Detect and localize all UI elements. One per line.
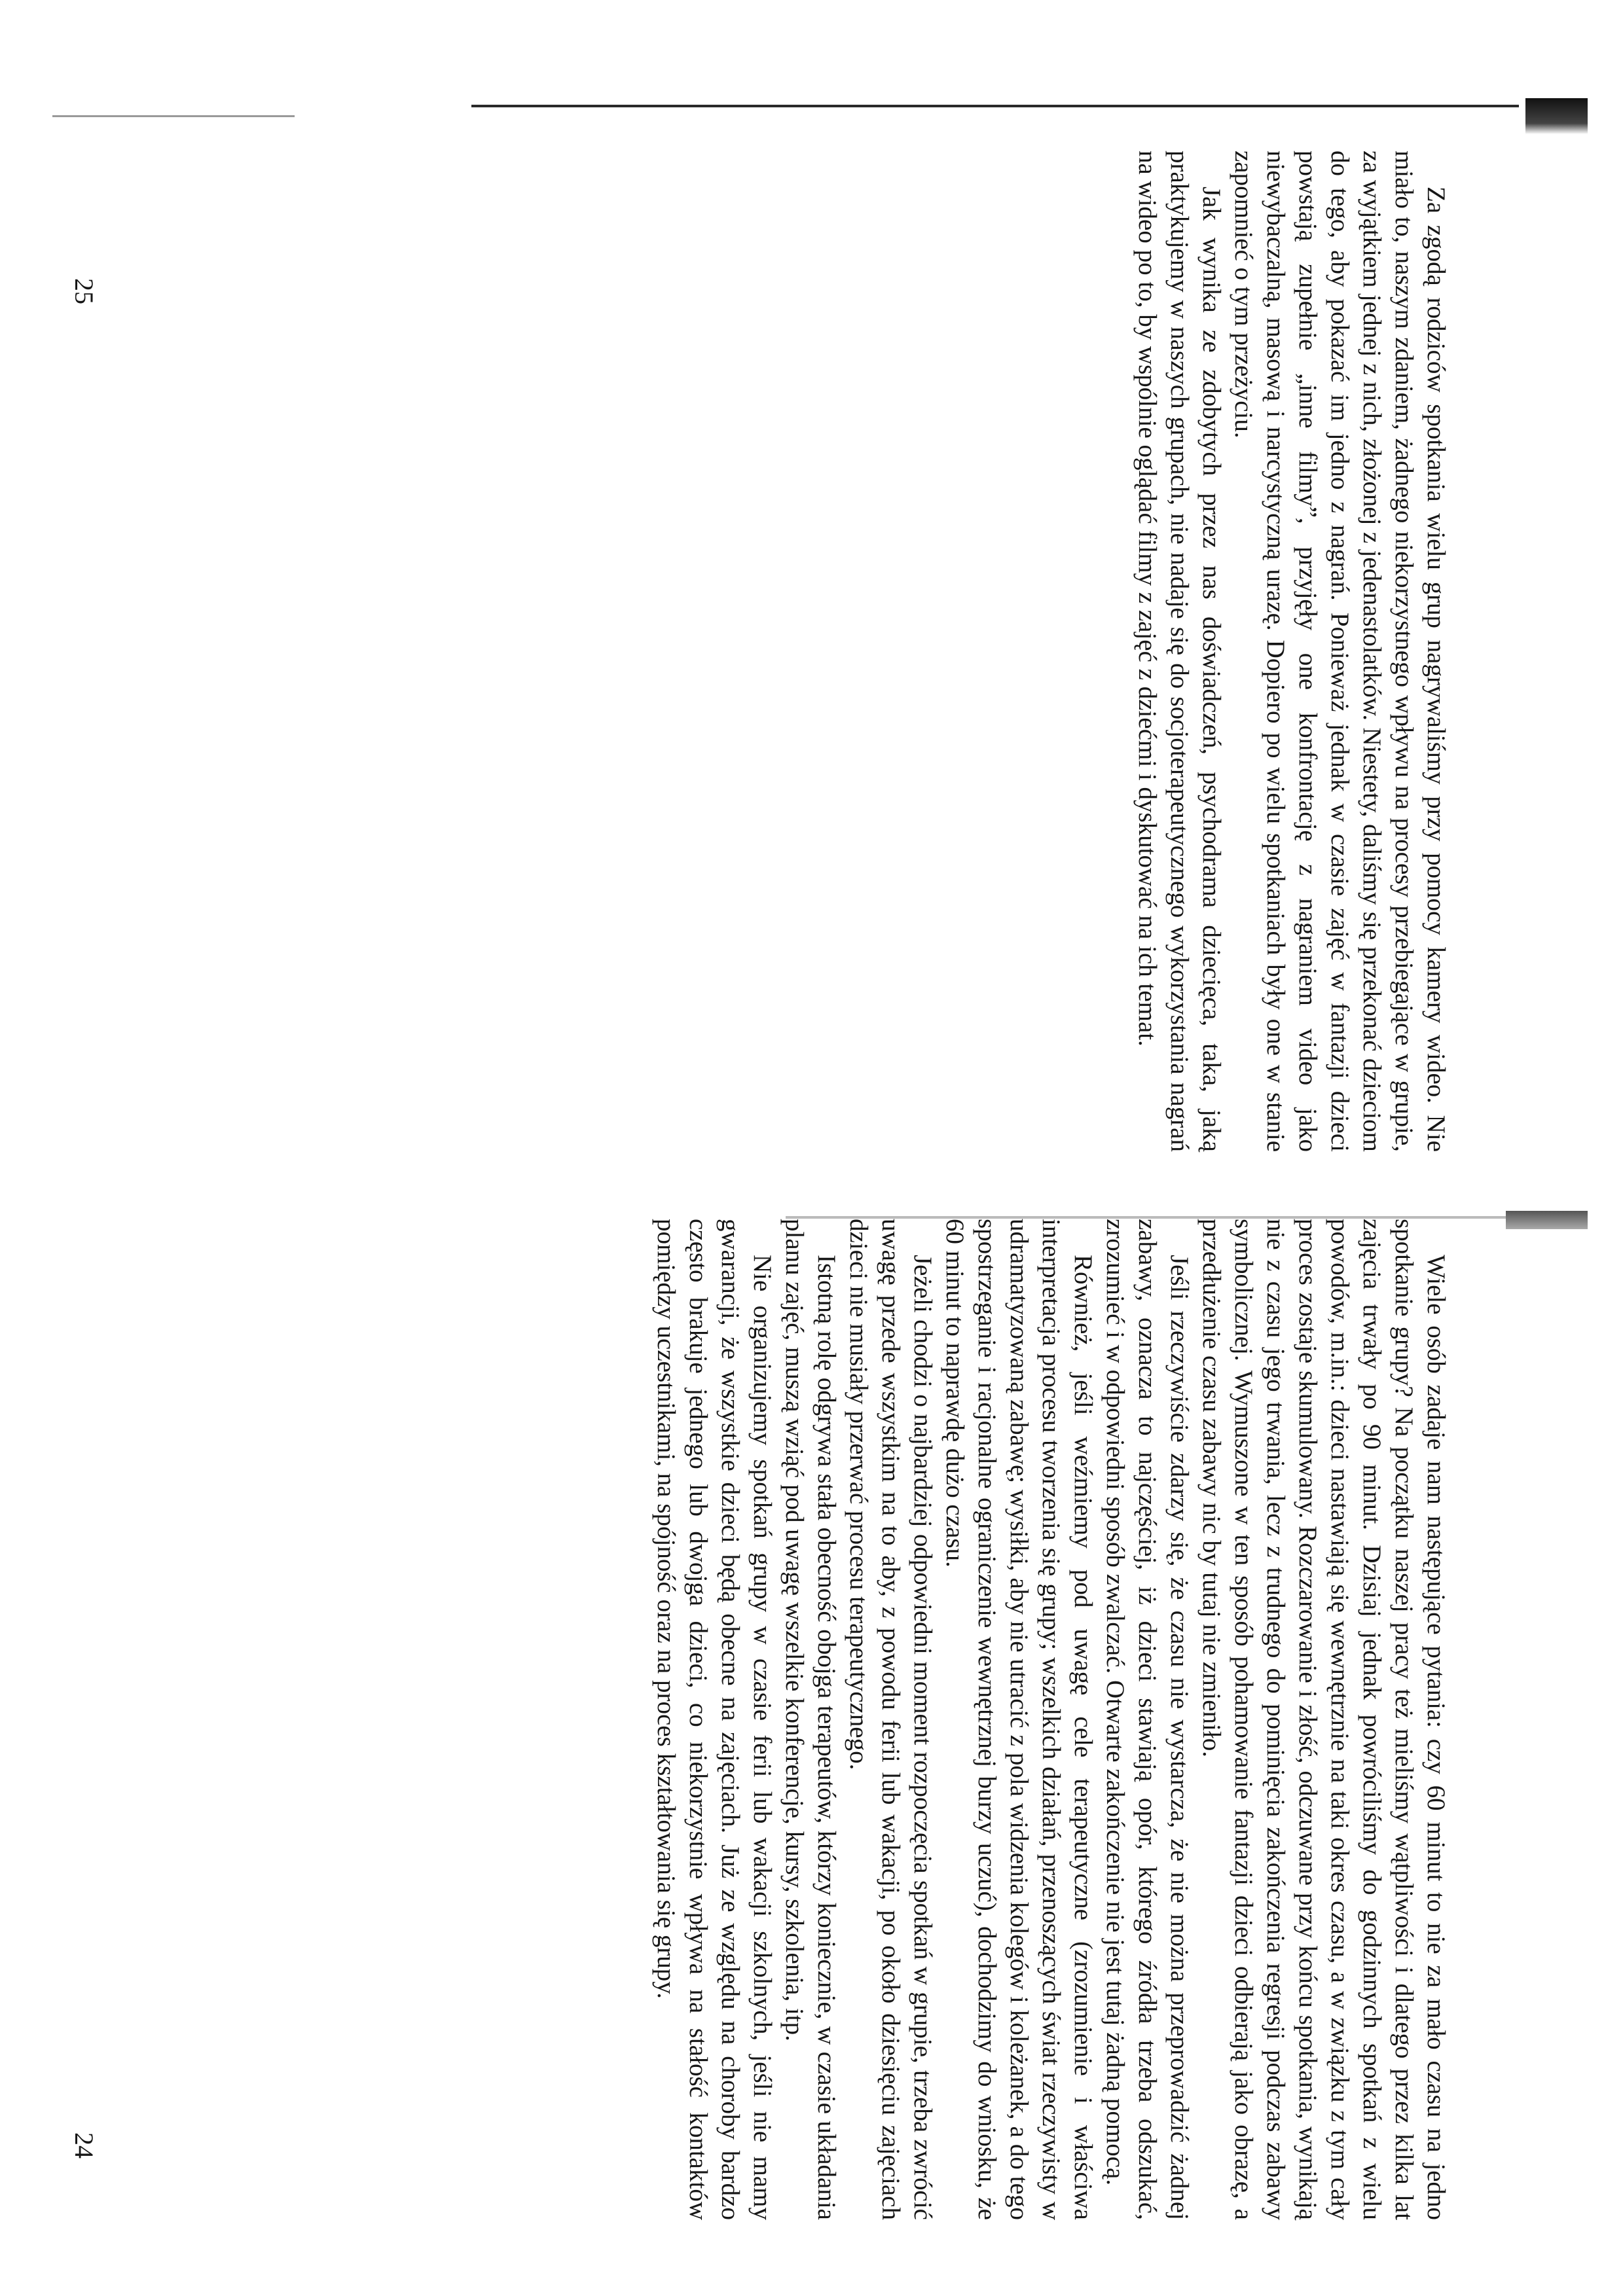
paragraph: Również, jeśli weźmiemy pod uwagę cele terapeutyczne (zrozumienie i właściwa interpretacja procesu tworzenia się grupy; wszelkich działań, przenoszących świat rzeczywisty w udramatyzowaną zabawę; wysiłki, aby nie utracić z pola widzenia kolegów i koleżanek, a do tego spostrzeganie i racjonalne ograniczenie wewnętrznej burzy uczuć), dochodzimy do wniosku, że 60 minut to naprawdę dużo czasu.	[941, 1219, 1097, 2220]
scan-edge-artifact	[1525, 98, 1588, 134]
page-25-body	[1131, 151, 1452, 1152]
paragraph: Jeśli rzeczywiście zdarzy się, że czasu nie wystarcza, że nie można przeprowadzić żadnej zabawy, oznacza to najczęściej, iż dzieci stawiają opór, którego źródła trzeba odszukać, zrozumieć i w odpowiedni sposób zwalczać. Otwarte zakończenie nie jest tutaj żadną pomocą.	[1101, 1219, 1194, 2220]
page-number: 25	[69, 278, 99, 304]
paragraph: Jeżeli chodzi o najbardziej odpowiedni moment rozpoczęcia spotkań w grupie, trzeba zwrócić uwagę przede wszystkim na to aby, z powodu ferii lub wakacji, po około dziesięciu zajęciach dzieci nie musiały przerwać procesu terapeutycznego.	[845, 1219, 937, 2220]
paragraph: Za zgodą rodziców spotkania wielu grup nagrywaliśmy przy pomocy kamery wideo. Nie miało to, naszym zdaniem, żadnego niekorzystnego wpływu na procesy przebiegające w grupie, za wyjątkiem jednej z nich, złożonej z jedenastolatków. Niestety, daliśmy się przekonać dzieciom do tego, aby pokazać im jedno z nagrań. Ponieważ jednak w czasie zajęć w fantazji dzieci powstają zupełnie „inne filmy”, przyjęły one konfrontację z nagraniem video jako niewybaczalną, masową i narcystyczną urazę. Dopiero po wielu spotkaniach były one w stanie zapomnieć o tym przeżyciu.	[1230, 151, 1450, 1152]
paragraph: Jak wynika ze zdobytych przez nas doświadczeń, psychodrama dziecięca, taka, jaką praktykujemy w naszych grupach, nie nadaje się do socjoterapeutycznego wykorzystania nagrań na wideo po to, by wspólnie oglądać filmy z zajęć z dziećmi i dyskutować na ich temat.	[1133, 151, 1226, 1152]
scan-edge-artifact	[471, 105, 1519, 107]
page-24-body	[650, 1219, 1452, 2220]
paragraph: Istotną rolę odgrywa stała obecność obojga terapeutów, którzy koniecznie, w czasie układania planu zajęć, muszą wziąć pod uwagę wszelkie konferencje, kursy, szkolenia, itp.	[780, 1219, 841, 2220]
scan-fold-artifact	[1506, 1211, 1588, 1229]
page-number: 24	[69, 2132, 99, 2159]
paragraph: Wiele osób zadaje nam następujące pytania: czy 60 minut to nie za mało czasu na jedno spotkanie grupy? Na początku naszej pracy też mieliśmy wątpliwości i dlatego przez kilka lat zajęcia trwały po 90 minut. Dzisiaj jednak powróciliśmy do godzinnych spotkań z wielu powodów, m.in.: dzieci nastawiają się wewnętrznie na taki okres czasu, a w związku z tym cały proces zostaje skumulowany. Rozczarowanie i złość, odczuwane przy końcu spotkania, wynikają nie z czasu jego trwania, lecz z trudnego do pominięcia zakończenia regresji podczas zabawy symbolicznej. Wymuszone w ten sposób pohamowanie fantazji dzieci odbierają jako obrazę, a przedłużenie czasu zabawy nic by tutaj nie zmieniło.	[1197, 1219, 1450, 2220]
paragraph: Nie organizujemy spotkań grupy w czasie ferii lub wakacji szkolnych, jeśli nie mamy gwarancji, że wszystkie dzieci będą obecne na zajęciach. Już ze względu na choroby bardzo często brakuje jednego lub dwojga dzieci, co niekorzystnie wpływa na stałość kontaktów pomiędzy uczestnikami, na spójność oraz na proces kształtowania się grupy.	[652, 1219, 776, 2220]
scan-edge-artifact	[52, 115, 295, 117]
